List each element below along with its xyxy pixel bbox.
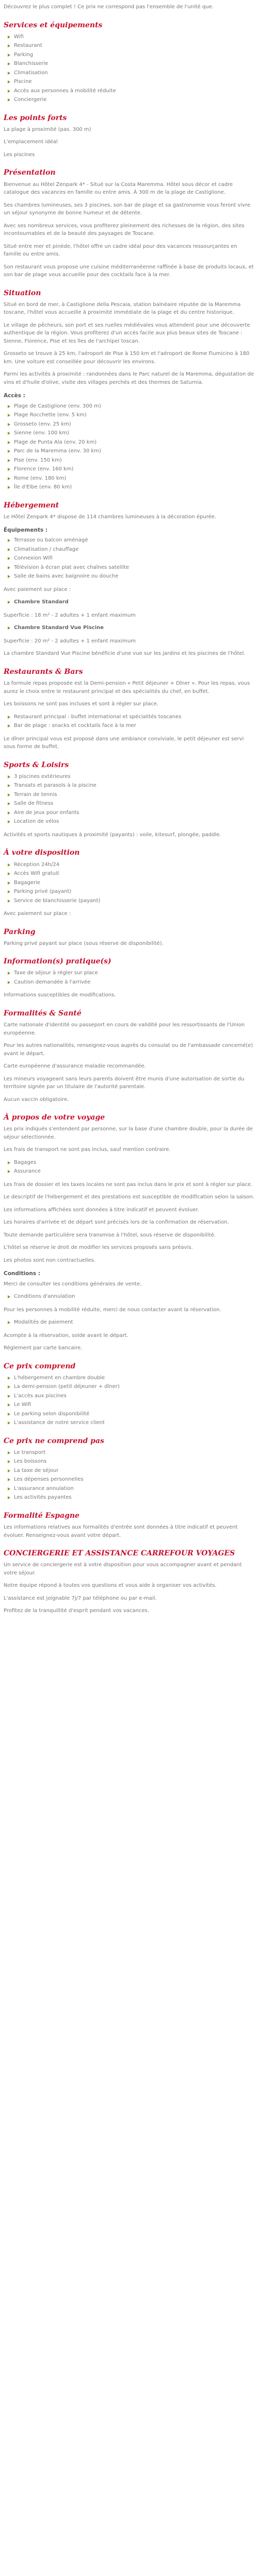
restaurants-list [4, 713, 254, 730]
list-item-text: Transats et parasols à la piscine [14, 783, 96, 789]
info-note: Informations susceptibles de modifications. [4, 992, 116, 998]
info-heading: Information(s) pratique(s) [4, 957, 111, 966]
list-item [8, 96, 254, 104]
list-item [8, 722, 254, 730]
paragraph: Les horaires d'arrivée et de départ sont précisés lors de la confirmation de réservation. [4, 1219, 229, 1226]
bullet-icon [8, 1487, 10, 1490]
paragraph: Bienvenue au Hôtel Zenpark 4* - Situé sur la Costa Maremma. Hôtel sous décor et cadre catalogue des vacances en famille ou entre amis. À 300 m de la plage de Castiglione. [4, 181, 233, 196]
room-name: Chambre Standard Vue Piscine [14, 625, 104, 631]
bullet-icon [8, 784, 10, 787]
restaurants-text: Les boissons ne sont pas incluses et sont à régler sur place. [4, 701, 159, 707]
bullet-icon [8, 972, 10, 975]
paragraph: Carte européenne d'assurance maladie recommandée. [4, 1063, 146, 1070]
bullet-icon [8, 882, 10, 885]
room-desc: Superficie : 18 m² - 2 adultes + 1 enfant maximum [4, 612, 136, 618]
bullet-icon [8, 802, 10, 805]
list-item [8, 69, 254, 77]
bullet-icon [8, 486, 10, 489]
paragraph: Les mineurs voyageant sans leurs parents doivent être munis d'une autorisation de sortie du territoire signée par un titulaire de l'autorité parentale. [4, 1076, 245, 1090]
list-item [8, 1485, 254, 1493]
list-item [8, 1392, 254, 1400]
bullet-icon [8, 414, 10, 417]
list-item-text: Île d'Elbe (env. 80 km) [14, 484, 72, 490]
list-item-text: Restaurant [14, 43, 42, 49]
list-item-text: Service de blanchisserie (payant) [14, 897, 101, 904]
parking-text: Parking privé payant sur place (sous réserve de disponibilité). [4, 940, 164, 946]
paragraph: Situé entre mer et pinède, l'hôtel offre un cadre idéal pour des vacances ressourçantes en famille ou entre amis. [4, 243, 237, 258]
list-item-text: Plage de Castiglione (env. 300 m) [14, 403, 101, 409]
paragraph: Ses chambres lumineuses, ses 3 piscines, son bar de plage et sa gastronomie vous feront vivre un séjour synonyme de bonne humeur et de détente. [4, 202, 251, 216]
list-item-text: Les activités payantes [14, 1495, 72, 1501]
apropos-list3 [4, 1318, 254, 1327]
list-item [8, 791, 254, 799]
bullet-icon [8, 1161, 10, 1164]
list-item [8, 800, 254, 808]
list-item-text: Les boissons [14, 1459, 47, 1465]
list-item-text: L'accès aux piscines [14, 1393, 67, 1399]
list-item-text: Parking privé (payant) [14, 889, 72, 895]
paragraph: Le village de pêcheurs, son port et ses ruelles médiévales vous attendent pour une découverte authentique de la région. Vous profiterez d'un accès facile aux plus beaux sites de Toscane : Sienne, Florence, Pise et les îles de l'archipel toscan. [4, 322, 250, 344]
list-item-text: 3 piscines extérieures [14, 773, 71, 779]
list-item-text: Salle de fitness [14, 801, 54, 807]
apropos-list2 [4, 1293, 254, 1301]
bullet-icon [8, 1385, 10, 1388]
list-item-text: Rome (env. 180 km) [14, 475, 67, 481]
list-item [8, 438, 254, 447]
list-item-text: Télévision à écran plat avec chaînes satellite [14, 564, 130, 570]
sports-heading: Sports & Loisirs [4, 760, 69, 769]
list-item-text: Réception 24h/24 [14, 861, 60, 868]
list-item-text: La demi-pension (petit déjeuner + dîner) [14, 1384, 120, 1390]
sports-note: Activités et sports nautiques à proximité (payants) : voile, kitesurf, plongée, paddle. [4, 832, 221, 838]
bullet-icon [8, 450, 10, 453]
equipements-heading: Équipements : [4, 527, 48, 534]
list-item [8, 572, 254, 581]
list-item-text: Grosseto (env. 25 km) [14, 421, 71, 427]
bullet-icon [8, 1395, 10, 1398]
list-item [8, 978, 254, 987]
bullet-icon [8, 80, 10, 83]
bullet-icon [8, 1413, 10, 1416]
dispo-list [4, 861, 254, 905]
bullet-icon [8, 1496, 10, 1499]
list-item [8, 402, 254, 411]
list-item [8, 1449, 254, 1457]
paragraph: Notre équipe répond à toutes vos questions et vous aide à organiser vos activités. [4, 1583, 217, 1589]
paragraph: Acompte à la réservation, solde avant le départ. [4, 1332, 128, 1338]
formalite-espagne-heading: Formalité Espagne [4, 1511, 79, 1520]
presentation-heading: Présentation [4, 168, 56, 177]
list-item [8, 1293, 254, 1301]
list-item-text: Connexion Wifi [14, 555, 53, 562]
info-list [4, 969, 254, 986]
list-item [8, 888, 254, 896]
paragraph: Règlement par carte bancaire. [4, 1345, 83, 1351]
restaurants-extra: Le dîner principal vous est proposé dans une ambiance conviviale, le petit déjeuner est servi sous forme de buffet. [4, 736, 244, 750]
list-item-text: Le parking selon disponibilité [14, 1411, 90, 1417]
bullet-icon [8, 477, 10, 480]
paragraph: Profitez de la tranquillité d'esprit pendant vos vacances. [4, 1608, 149, 1614]
paragraph: Un service de conciergerie est à votre disposition pour vous accompagner avant et pendant votre séjour. [4, 1562, 242, 1576]
list-item [8, 42, 254, 50]
bullet-icon [8, 1469, 10, 1472]
list-item [8, 1458, 254, 1466]
hebergement-wc: Avec paiement sur place : [4, 586, 71, 592]
sections-container [4, 21, 254, 492]
apropos-payment [4, 1332, 254, 1352]
comprend-heading: Ce prix comprend [4, 1362, 76, 1370]
list-item-text: Modalités de paiement [14, 1319, 73, 1326]
list-item [8, 773, 254, 781]
conciergerie-body [4, 1561, 254, 1615]
apropos-subtext: Merci de consulter les conditions générales de vente. [4, 1281, 142, 1287]
list-item [8, 1419, 254, 1427]
parking-heading: Parking [4, 927, 36, 936]
bullet-icon [8, 98, 10, 101]
bullet-icon [8, 459, 10, 462]
bullet-icon [8, 557, 10, 560]
list-item-text: L'assurance annulation [14, 1485, 74, 1492]
list-item-text: Conciergerie [14, 97, 47, 103]
list-item-text: L'hébergement en chambre double [14, 1375, 105, 1381]
list-item-text: Florence (env. 160 km) [14, 466, 74, 472]
room-name: Chambre Standard [14, 599, 69, 605]
list-item [8, 447, 254, 455]
list-item [8, 33, 254, 41]
bullet-icon [8, 1421, 10, 1425]
list-item-text: L'assistance de notre service client [14, 1420, 105, 1426]
list-item [8, 713, 254, 721]
bullet-icon [8, 793, 10, 796]
list-item-text: Caution demandée à l'arrivée [14, 979, 91, 985]
list-item [8, 861, 254, 869]
apropos-body [4, 1125, 254, 1154]
bullet-icon [8, 441, 10, 444]
restaurants-text: La formule repas proposée est la Demi-pension « Petit déjeuner + Dîner ». Pour les repas, vous aurez le choix entre le restaurant principal et des spécialités du chef, en buffet. [4, 681, 250, 694]
paragraph: Les frais de transport ne sont pas inclus, sauf mention contraire. [4, 1147, 171, 1153]
bullet-icon [8, 72, 10, 75]
paragraph: L'hôtel se réserve le droit de modifier les services proposés sans préavis. [4, 1245, 193, 1251]
list-item [8, 87, 254, 95]
situation-heading: Situation [4, 289, 41, 297]
list-item [8, 969, 254, 977]
paragraph: Pour les autres nationalités, renseignez-vous auprès du consulat ou de l'ambassade concerné(e) avant le départ. [4, 1043, 253, 1057]
services-heading: Services et équipements [4, 21, 103, 29]
equipements-list [4, 536, 254, 581]
paragraph: L'emplacement idéal [4, 139, 58, 145]
bullet-icon [8, 90, 10, 93]
bullet-icon [8, 36, 10, 39]
list-item [8, 870, 254, 878]
list-item [8, 546, 254, 554]
list-item [8, 1167, 254, 1176]
intro-text: Découvrez le plus complet ! Ce prix ne correspond pas l'ensemble de l'unité que. [4, 4, 214, 10]
bullet-icon [8, 1403, 10, 1406]
list-item-text: Bar de plage : snacks et cocktails face à la mer [14, 723, 136, 729]
bullet-icon [8, 1451, 10, 1454]
situation-access-list [4, 402, 254, 492]
apropos-heading: À propos de votre voyage [4, 1113, 105, 1122]
list-item [8, 60, 254, 68]
bullet-icon [8, 900, 10, 903]
paragraph: Grosseto se trouve à 25 km, l'aéroport de Pise à 150 km et l'aéroport de Rome Fiumicino à 180 km. Une voiture est conseillée pour découvrir les environs. [4, 351, 250, 365]
list-item [8, 536, 254, 545]
list-item-text: Les dépenses personnelles [14, 1477, 84, 1483]
bullet-icon [8, 863, 10, 867]
list-item-text: Wifi [14, 33, 24, 40]
list-item [8, 1410, 254, 1418]
list-item-text: Le transport [14, 1449, 45, 1455]
list-item-text: Bagagerie [14, 879, 41, 886]
bullet-icon [8, 890, 10, 893]
bullet-icon [8, 1377, 10, 1380]
services-list [4, 33, 254, 104]
bullet-icon [8, 981, 10, 984]
list-item-text: Blanchisserie [14, 61, 49, 67]
list-item [8, 474, 254, 483]
list-item [8, 465, 254, 473]
list-item-text: Le Wifi [14, 1402, 31, 1408]
paragraph: Parmi les activités à proximité : randonnées dans le Parc naturel de la Maremma, dégustation de vins et d'huile d'olive, visite des villages perchés et des thermes de Saturnia. [4, 371, 254, 385]
room-item [8, 598, 254, 606]
list-item-text: Parking [14, 52, 34, 58]
paragraph: Situé en bord de mer, à Castiglione della Pescaia, station balnéaire réputée de la Maremma toscane, l'hôtel vous accueille à proximité immédiate de la plage et du centre historique. [4, 301, 241, 316]
list-item-text: Terrain de tennis [14, 791, 57, 798]
formalite-espagne-text: Les informations relatives aux formalités d'entrée sont données à titre indicatif et peuvent évoluer. Renseignez-vous avant votre départ. [4, 1524, 238, 1538]
paragraph: Pour les personnes à mobilité réduite, merci de nous contacter avant la réservation. [4, 1307, 221, 1313]
list-item [8, 51, 254, 59]
bullet-icon [8, 1321, 10, 1324]
list-item-text: Plage Rocchette (env. 5 km) [14, 412, 87, 418]
apropos-extra2 [4, 1306, 254, 1314]
paragraph: Aucun vaccin obligatoire. [4, 1096, 69, 1103]
dispo-note: Avec paiement sur place : [4, 911, 71, 917]
bullet-icon [8, 872, 10, 875]
bullet-icon [8, 548, 10, 551]
bullet-icon [8, 820, 10, 823]
bullet-icon [8, 432, 10, 435]
list-item [8, 554, 254, 563]
hebergement-note: La chambre Standard Vue Piscine bénéficie d'une vue sur les jardins et les piscines de l'hôtel. [4, 651, 246, 657]
formalites-body [4, 1021, 254, 1104]
list-item [8, 429, 254, 437]
bullet-icon [8, 1170, 10, 1173]
list-item [8, 1476, 254, 1484]
bullet-icon [8, 468, 10, 471]
room-list-2 [4, 624, 254, 632]
apropos-subheading: Conditions : [4, 1270, 40, 1277]
bullet-icon [8, 575, 10, 578]
list-item-text: Conditions d'annulation [14, 1294, 75, 1300]
bullet-icon [8, 724, 10, 727]
list-item-text: Accès Wifi gratuit [14, 871, 59, 877]
list-item [8, 1494, 254, 1502]
list-item [8, 1159, 254, 1167]
paragraph: Carte nationale d'identité ou passeport en cours de validité pour les ressortissants de l'Union européenne. [4, 1022, 245, 1036]
list-item [8, 564, 254, 572]
hebergement-intro: Le Hôtel Zenpark 4* dispose de 114 chambres lumineuses à la décoration épurée. [4, 514, 217, 520]
paragraph: Avec ses nombreux services, vous profiterez pleinement des richesses de la région, des sites incontournables et de la beauté des paysages de Toscane. [4, 223, 245, 237]
bullet-icon [8, 1460, 10, 1463]
apropos-list [4, 1159, 254, 1176]
conciergerie-heading: CONCIERGERIE ET ASSISTANCE CARREFOUR VOYAGES [4, 1549, 235, 1558]
list-item [8, 1383, 254, 1391]
bullet-icon [8, 1295, 10, 1298]
paragraph: Les frais de dossier et les taxes locales ne sont pas inclus dans le prix et sont à régler sur place. [4, 1181, 253, 1188]
situation-subheading: Accès : [4, 393, 25, 399]
list-item-text: Bagages [14, 1159, 37, 1165]
list-item-text: Location de vélos [14, 819, 59, 825]
comprend-list [4, 1374, 254, 1427]
list-item-text: Climatisation / chauffage [14, 546, 79, 552]
bullet-icon [8, 423, 10, 426]
list-item-text: Parc de la Maremma (env. 30 km) [14, 448, 101, 454]
list-item-text: Pise (env. 150 km) [14, 457, 62, 463]
list-item-text: Accès aux personnes à mobilité réduite [14, 88, 116, 94]
hebergement-heading: Hébergement [4, 501, 59, 510]
list-item [8, 879, 254, 887]
points-forts-heading: Les points forts [4, 113, 67, 122]
list-item [8, 897, 254, 905]
dispo-heading: À votre disposition [4, 849, 80, 857]
list-item [8, 483, 254, 492]
list-item-text: Salle de bains avec baignoire ou douche [14, 573, 119, 580]
bullet-icon [8, 54, 10, 57]
paragraph: Son restaurant vous propose une cuisine méditerranéenne raffinée à base de produits locaux, et son bar de plage vous accueille pour des cocktails face à la mer. [4, 264, 254, 278]
room-list-1 [4, 598, 254, 606]
restaurants-heading: Restaurants & Bars [4, 667, 83, 676]
list-item [8, 78, 254, 86]
paragraph: Toute demande particulière sera transmise à l'hôtel, sous réserve de disponibilité. [4, 1232, 216, 1238]
room-item [8, 624, 254, 632]
list-item [8, 1467, 254, 1475]
list-item [8, 456, 254, 465]
list-item [8, 411, 254, 419]
paragraph: L'assistance est joignable 7j/7 par téléphone ou par e-mail. [4, 1595, 157, 1601]
list-item [8, 809, 254, 817]
list-item [8, 782, 254, 790]
ne-comprend-list [4, 1449, 254, 1502]
list-item-text: Restaurant principal : buffet international et spécialités toscanes [14, 714, 182, 720]
paragraph: Les informations affichées sont données à titre indicatif et peuvent évoluer. [4, 1207, 199, 1213]
bullet-icon [8, 44, 10, 47]
list-item-text: Plage de Punta Ala (env. 20 km) [14, 439, 97, 445]
bullet-icon [8, 1478, 10, 1481]
list-item-text: Assurance [14, 1168, 41, 1175]
list-item-text: Piscine [14, 79, 32, 85]
list-item [8, 1318, 254, 1327]
list-item [8, 1374, 254, 1382]
list-item-text: Terrasse ou balcon aménagé [14, 537, 88, 544]
list-item-text: Taxe de séjour à régler sur place [14, 970, 98, 976]
ne-comprend-heading: Ce prix ne comprend pas [4, 1436, 104, 1445]
bullet-icon [8, 539, 10, 542]
sports-list [4, 773, 254, 826]
paragraph: Les prix indiqués s'entendent par personne, sur la base d'une chambre double, pour la durée de séjour sélectionnée. [4, 1126, 253, 1140]
bullet-icon [8, 405, 10, 408]
paragraph: La plage à proximité (pas. 300 m) [4, 126, 91, 132]
list-item [8, 818, 254, 826]
list-item [8, 420, 254, 429]
paragraph: Les photos sont non contractuelles. [4, 1257, 96, 1263]
list-item [8, 1401, 254, 1409]
bullet-icon [8, 62, 10, 65]
bullet-icon [8, 601, 10, 604]
list-item-text: Climatisation [14, 70, 48, 76]
apropos-extra [4, 1181, 254, 1265]
list-item-text: Sienne (env. 100 km) [14, 430, 69, 436]
bullet-icon [8, 566, 10, 569]
paragraph: Le descriptif de l'hébergement et des prestations est susceptible de modification selon la saison. [4, 1194, 254, 1200]
bullet-icon [8, 775, 10, 778]
list-item-text: Aire de jeux pour enfants [14, 809, 79, 816]
formalites-heading: Formalités & Santé [4, 1009, 82, 1018]
bullet-icon [8, 716, 10, 719]
paragraph: Les piscines [4, 151, 35, 158]
list-item-text: La taxe de séjour [14, 1467, 59, 1473]
room-desc: Superficie : 20 m² - 2 adultes + 1 enfant maximum [4, 638, 136, 644]
bullet-icon [8, 811, 10, 815]
bullet-icon [8, 626, 10, 630]
